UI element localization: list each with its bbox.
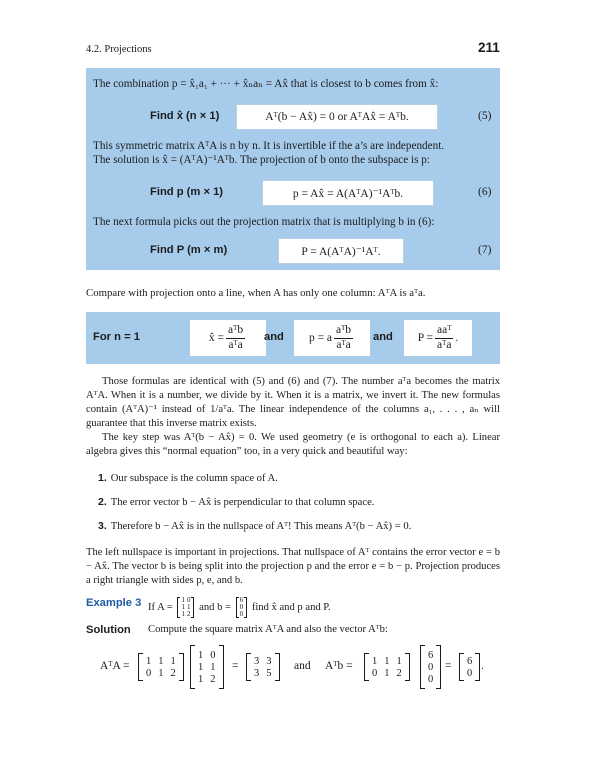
P-numerator: aaᵀ [435, 324, 453, 338]
matrix-A [190, 646, 224, 688]
matrix-entry: 6 [467, 655, 473, 667]
example-label: Example 3 [86, 597, 142, 609]
example-matrix-A [177, 597, 194, 618]
solution-line: The solution is x̂ = (AᵀA)⁻¹Aᵀb. The projection of b onto the subspace is p: [93, 154, 430, 166]
equation-5-box [236, 104, 438, 130]
matrix-At-2 [364, 654, 410, 680]
paragraph-2: The key step was Aᵀ(b − Ax̂) = 0. We used geometry (e is orthogonal to each a). Linear algebra gives this “normal equation” too, in a very quick and beautiful way: [86, 432, 500, 457]
example-text-a: If A = [148, 601, 173, 613]
xhat-numerator: aᵀb [226, 324, 245, 338]
matrix-entry: 1 [198, 649, 204, 661]
matrix-entry: 0 [239, 610, 244, 618]
find-xhat-label: Find x̂ (n × 1) [150, 110, 220, 122]
section-header: 4.2. Projections [86, 44, 152, 55]
list-text: Therefore b − Ax̂ is in the nullspace of Aᵀ! This means Aᵀ(b − Ax̂) = 0. [110, 521, 412, 532]
paragraph-1: Those formulas are identical with (5) and (6) and (7). The number aᵀa becomes the matrix AᵀA. When it is a number, we divide by it. When it is a matrix, we invert it. The new formulas contain (AᵀA)⁻¹ instead of 1/aᵀa. The linear independence of the columns a₁, . . . , aₙ will guarantee that this inverse matrix exists. [86, 376, 500, 429]
example-vector-b [236, 597, 248, 618]
P-formula [404, 320, 472, 356]
matrix-entry: 1 [198, 661, 204, 673]
matrix-entry: 1 [181, 596, 185, 604]
matrix-entry: 1 [384, 667, 390, 679]
matrix-entry: 0 [372, 667, 378, 679]
matrix-entry: 2 [186, 610, 191, 618]
projection-formula-box [86, 68, 500, 270]
p-formula [294, 320, 370, 356]
and-label-1: and [264, 331, 284, 343]
matrix-entry: 1 [181, 603, 185, 611]
find-p-label: Find p (m × 1) [150, 186, 224, 198]
equation-6: p = Ax̂ = A(AᵀA)⁻¹Aᵀb. [292, 188, 404, 200]
compare-text: Compare with projection onto a line, when A has only one column: AᵀA is aᵀa. [86, 287, 426, 299]
p-fraction [334, 324, 353, 351]
and-word: and [294, 660, 311, 672]
equation-5-number: (5) [478, 110, 492, 122]
matrix-entry: 0 [186, 596, 191, 604]
matrix-entry: 1 [210, 661, 216, 673]
n-equals-1-box [86, 312, 500, 364]
matrix-entry: 0 [428, 661, 434, 673]
list-number: 2. [98, 496, 107, 508]
vector-b [420, 646, 441, 688]
list-text: The error vector b − Ax̂ is perpendicular to that column space. [110, 497, 375, 508]
page-number: 211 [478, 40, 500, 55]
matrix-entry: 1 [396, 655, 402, 667]
matrix-entry: 3 [254, 667, 260, 679]
matrix-entry: 6 [239, 596, 244, 604]
matrix-entry: 1 [186, 603, 191, 611]
equation-6-number: (6) [478, 186, 492, 198]
equals-sign-2: = [445, 660, 452, 672]
p-denominator: aᵀa [336, 338, 351, 351]
matrix-entry: 0 [467, 667, 473, 679]
matrix-entry: 1 [372, 655, 378, 667]
equation-5: Aᵀ(b − Ax̂) = 0 or AᵀAx̂ = Aᵀb. [265, 111, 409, 123]
xhat-denominator: aᵀa [228, 338, 243, 351]
list-text: Our subspace is the column space of A. [110, 473, 278, 484]
equation-6-box [262, 180, 434, 206]
matrix-entry: 1 [181, 610, 185, 618]
P-period: . [455, 332, 459, 344]
list-item [98, 496, 374, 508]
P-lhs: P = [417, 332, 434, 344]
matrix-entry: 5 [266, 667, 272, 679]
matrix-entry: 1 [158, 667, 164, 679]
xhat-fraction [226, 324, 245, 351]
xhat-lhs: x̂ = [208, 332, 225, 344]
paragraph-3: The left nullspace is important in projections. That nullspace of Aᵀ contains the error vector e = b − Ax̂. The vector b is being split into the projection p and the error e = b − p. Projection produces a right triangle with sides p, e, and b. [86, 547, 500, 586]
solution-label: Solution [86, 624, 131, 636]
P-fraction [435, 324, 453, 351]
P-denominator: aᵀa [437, 338, 452, 351]
matrix-entry: 3 [254, 655, 260, 667]
xhat-formula [190, 320, 266, 356]
list-item [98, 520, 411, 532]
matrix-entry: 1 [170, 655, 176, 667]
matrix-entry: 0 [146, 667, 152, 679]
matrix-entry: 3 [266, 655, 272, 667]
list-number: 1. [98, 472, 107, 484]
AtA-lhs: AᵀA = [100, 660, 130, 672]
matrix-entry: 0 [210, 649, 216, 661]
list-number: 3. [98, 520, 107, 532]
next-formula-line: The next formula picks out the projection matrix that is multiplying b in (6): [93, 216, 435, 228]
matrix-entry: 2 [170, 667, 176, 679]
matrix-AtA [246, 654, 280, 680]
box-intro-text: The combination p = x̂₁a₁ + ··· + x̂ₙaₙ = Ax̂ that is closest to b comes from x̂: [93, 78, 439, 90]
matrix-At-1 [138, 654, 184, 680]
matrix-entry: 6 [428, 649, 434, 661]
equation-7-number: (7) [478, 244, 492, 256]
equals-sign-1: = [232, 660, 239, 672]
list-item [98, 472, 278, 484]
matrix-entry: 1 [158, 655, 164, 667]
equation-7-box [278, 238, 404, 264]
matrix-entry: 1 [384, 655, 390, 667]
matrix-entry: 1 [146, 655, 152, 667]
example-text-c: find x̂ and p and P. [251, 601, 331, 613]
example-text-b: and b = [199, 601, 231, 613]
p-numerator: aᵀb [334, 324, 353, 338]
matrix-entry: 2 [210, 673, 216, 685]
and-label-2: and [373, 331, 393, 343]
matrix-entry: 1 [198, 673, 204, 685]
example-statement [148, 597, 331, 618]
matrix-entry: 2 [396, 667, 402, 679]
solution-text: Compute the square matrix AᵀA and also the vector Aᵀb: [148, 624, 388, 635]
matrix-entry: 0 [239, 603, 244, 611]
vector-Atb [459, 654, 480, 680]
p-lhs: p = a [308, 332, 333, 344]
n1-label: For n = 1 [93, 331, 140, 343]
final-period: . [481, 660, 484, 672]
matrix-entry: 0 [428, 673, 434, 685]
equation-7: P = A(AᵀA)⁻¹Aᵀ. [301, 246, 381, 258]
symmetric-matrix-line: This symmetric matrix AᵀA is n by n. It is invertible if the a’s are independent. [93, 140, 445, 152]
find-P-label: Find P (m × m) [150, 244, 228, 256]
Atb-lhs: Aᵀb = [325, 660, 353, 672]
